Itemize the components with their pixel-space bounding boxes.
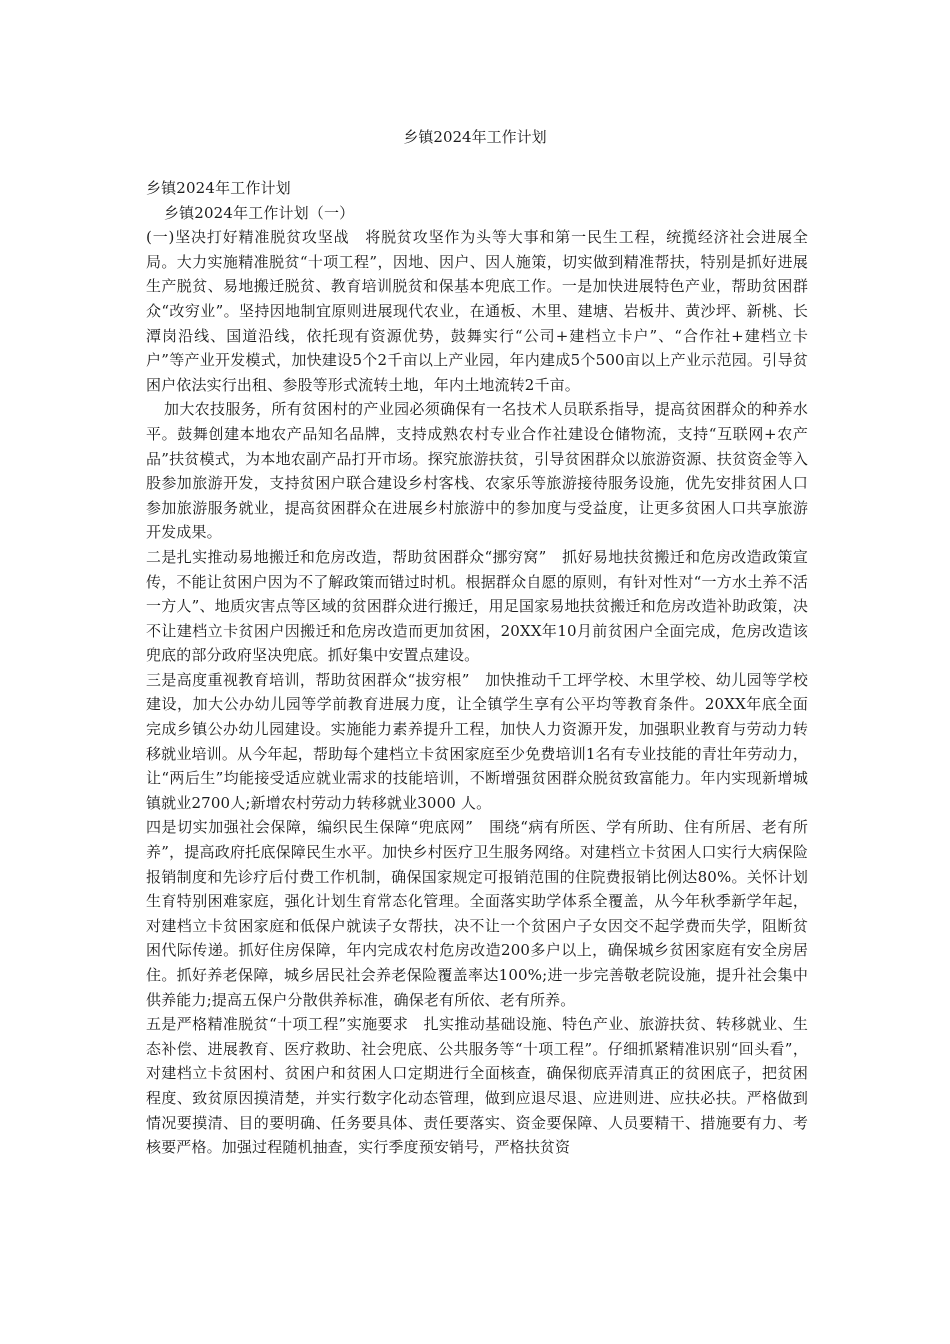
body-paragraph: 五是严格精准脱贫“十项工程”实施要求 扎实推动基础设施、特色产业、旅游扶贫、转移就业、生态补偿、进展教育、医疗救助、社会兜底、公共服务等“十项工程”。仔细抓紧精准识别“回头看”，对建档立卡贫困村、贫困户和贫困人口定期进行全面核查，确保彻底弄清真正的贫困底子，把贫困程度、致贫原因摸清楚，并实行数字化动态管理，做到应退尽退、应进则进、应扶必扶。严格做到情况要摸清、目的要明确、任务要具体、责任要落实、资金要保障、人员要精干、措施要有力、考核要严格。加强过程随机抽查，实行季度预安销号，严格扶贫资 [146, 1015, 808, 1157]
section-heading: 乡镇2024年工作计划 [146, 179, 291, 197]
body-paragraph: 加大农技服务，所有贫困村的产业园必须确保有一名技术人员联系指导，提高贫困群众的种养水平。鼓舞创建本地农产品知名品牌，支持成熟农村专业合作社建设仓储物流，支持“互联网+农产品”扶贫模式，为本地农副产品打开市场。探究旅游扶贫，引导贫困群众以旅游资源、扶贫资金等入股参加旅游开发，支持贫困户联合建设乡村客栈、农家乐等旅游接待服务设施，优先安排贫困人口参加旅游服务就业，提高贫困群众在进展乡村旅游中的参加度与受益度，让更多贫困人口共享旅游开发成果。 [146, 400, 808, 542]
body-paragraph: 二是扎实推动易地搬迁和危房改造，帮助贫困群众“挪穷窝” 抓好易地扶贫搬迁和危房改造政策宣传，不能让贫困户因为不了解政策而错过时机。根据群众自愿的原则，有针对性对“一方水土养不活一方人”、地质灾害点等区域的贫困群众进行搬迁，用足国家易地扶贫搬迁和危房改造补助政策，决不让建档立卡贫困户因搬迁和危房改造而更加贫困，20XX年10月前贫困户全面完成，危房改造该兜底的部分政府坚决兜底。抓好集中安置点建设。 [146, 547, 808, 665]
page-title: 乡镇2024年工作计划 [403, 128, 547, 146]
document-body [146, 176, 808, 1160]
body-paragraph: 三是高度重视教育培训，帮助贫困群众“拔穷根” 加快推动千工坪学校、木里学校、幼儿园等学校建设，加大公办幼儿园等学前教育进展力度，让全镇学生享有公平均等教育条件。20XX年底全面完成乡镇公办幼儿园建设。实施能力素养提升工程，加快人力资源开发，加强职业教育与劳动力转移就业培训。从今年起，帮助每个建档立卡贫困家庭至少免费培训1名有专业技能的青壮年劳动力，让“两后生”均能接受适应就业需求的技能培训，不断增强贫困群众脱贫致富能力。年内实现新增城镇就业2700人;新增农村劳动力转移就业3000 人。 [146, 670, 808, 812]
body-paragraph: 四是切实加强社会保障，编织民生保障“兜底网” 围绕“病有所医、学有所助、住有所居、老有所养”，提高政府托底保障民生水平。加快乡村医疗卫生服务网络。对建档立卡贫困人口实行大病保险报销制度和先诊疗后付费工作机制，确保国家规定可报销范围的住院费报销比例达80%。关怀计划生育特别困难家庭，强化计划生育常态化管理。全面落实助学体系全覆盖，从今年秋季新学年起，对建档立卡贫困家庭和低保户就读子女帮扶，决不让一个贫困户子女因交不起学费而失学，阻断贫困代际传递。抓好住房保障，年内完成农村危房改造200多户以上，确保城乡贫困家庭有安全房居住。抓好养老保障，城乡居民社会养老保险覆盖率达100%;进一步完善敬老院设施，提升社会集中供养能力;提高五保户分散供养标准，确保老有所依、老有所养。 [146, 818, 808, 1009]
sub-heading: 乡镇2024年工作计划（一） [164, 203, 355, 222]
body-paragraph: (一)坚决打好精准脱贫攻坚战 将脱贫攻坚作为头等大事和第一民生工程，统揽经济社会进展全局。大力实施精准脱贫“十项工程”，因地、因户、因人施策，切实做到精准帮扶，特别是抓好进展生产脱贫、易地搬迁脱贫、教育培训脱贫和保基本兜底工作。一是加快进展特色产业，帮助贫困群众“改穷业”。坚持因地制宜原则进展现代农业，在通板、木里、建塘、岩板井、黄沙坪、新桃、长潭岗沿线、国道沿线，依托现有资源优势，鼓舞实行“公司+建档立卡户”、“合作社+建档立卡户”等产业开发模式，加快建设5个2千亩以上产业园，年内建成5个500亩以上产业示范园。引导贫困户依法实行出租、参股等形式流转土地，年内土地流转2千亩。 [146, 228, 808, 394]
